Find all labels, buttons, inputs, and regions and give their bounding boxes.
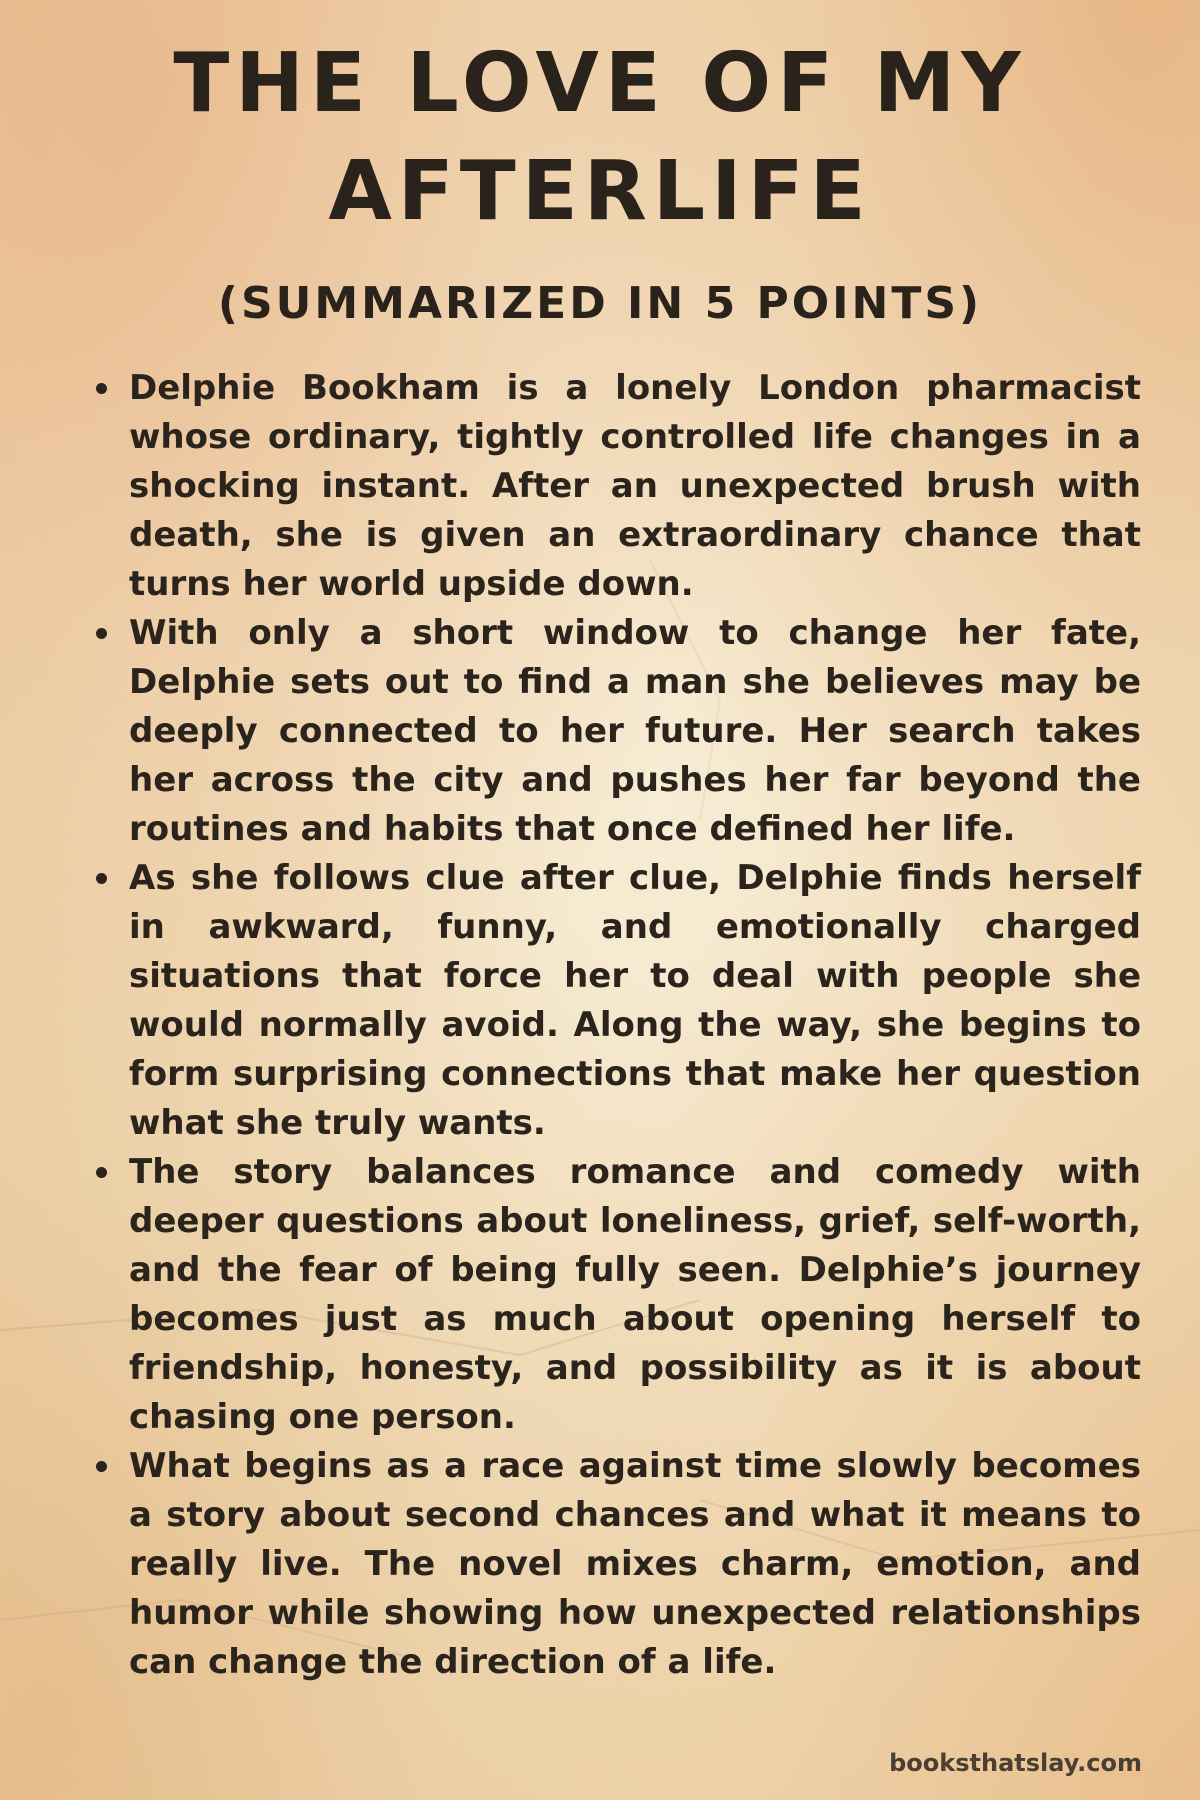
page-subtitle: (SUMMARIZED IN 5 POINTS) (217, 278, 983, 329)
title-line-2: AFTERLIFE (328, 144, 872, 239)
summary-point-text: With only a short window to change her fate, Delphie sets out to find a man she believes may be deeply connected to her future. Her search takes her across the city and pushes her far beyond the routines and habits that once defined her life. (129, 613, 1141, 849)
summary-point-text: What begins as a race against time slowly becomes a story about second chances and what it means to really live. The novel mixes charm, emotion, and humor while showing how unexpected relationships can change the direction of a life. (129, 1446, 1141, 1682)
site-credit: booksthatslay.com (889, 1749, 1142, 1777)
summary-point-text: As she follows clue after clue, Delphie finds herself in awkward, funny, and emotionally charged situations that force her to deal with people she would normally avoid. Along the way, she begins to form surprising connections that make her question what she truly wants. (129, 858, 1141, 1143)
summary-point-text: Delphie Bookham is a lonely London pharmacist whose ordinary, tightly controlled life changes in a shocking instant. After an unexpected brush with death, she is given an extraordinary chance that turns her world upside down. (129, 368, 1141, 604)
bullet-icon (96, 383, 107, 394)
summary-point (92, 1148, 1141, 1442)
summary-point (92, 364, 1141, 609)
summary-point (92, 609, 1141, 854)
summary-point (92, 854, 1141, 1148)
summary-point-text: The story balances romance and comedy with deeper questions about loneliness, grief, self-worth, and the fear of being fully seen. Delphie’s journey becomes just as much about opening herself to friendship, honesty, and possibility as it is about chasing one person. (129, 1152, 1141, 1437)
bullet-icon (96, 1461, 107, 1472)
page-title (0, 30, 1200, 246)
bullet-icon (96, 628, 107, 639)
summary-point (92, 1442, 1141, 1687)
title-line-1: THE LOVE OF MY (173, 36, 1027, 131)
bullet-icon (96, 1167, 107, 1178)
bullet-icon (96, 873, 107, 884)
summary-points-list (92, 364, 1141, 1687)
